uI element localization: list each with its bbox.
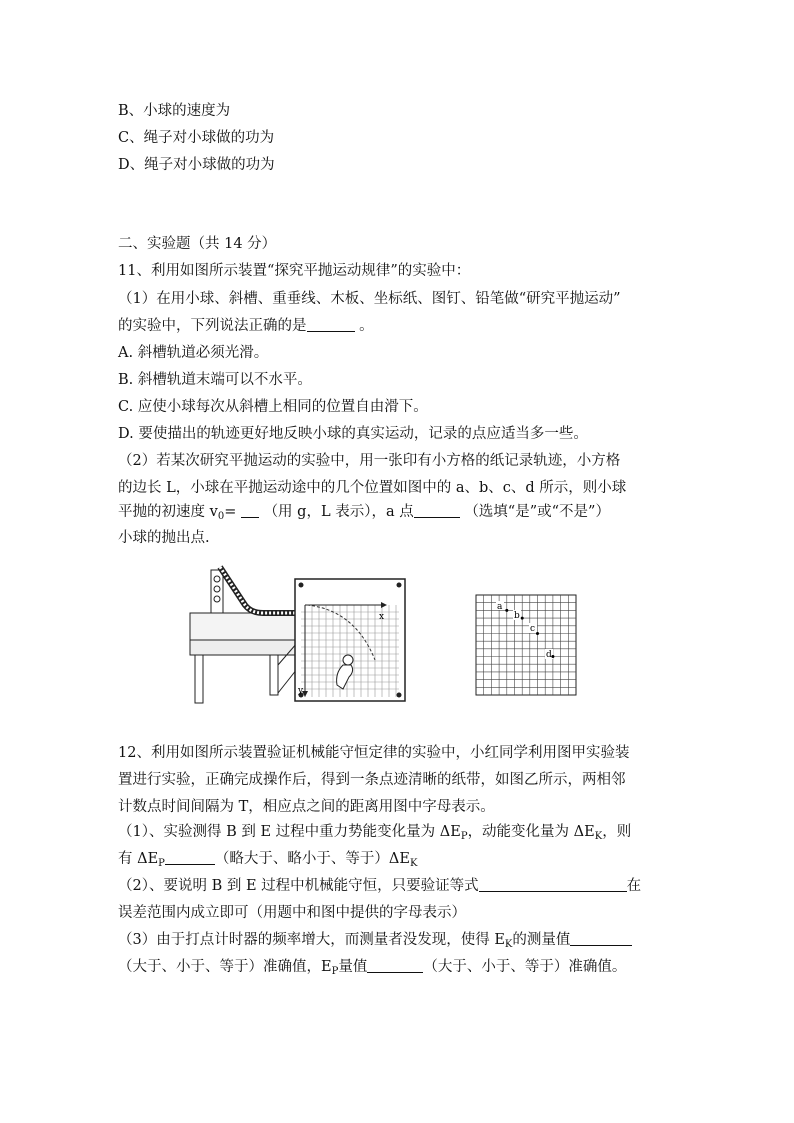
q12-part1l2-text: 有 ΔE: [118, 851, 159, 867]
ek-subscript: K: [504, 939, 513, 950]
q12-part3l2-text: （大于、小于、等于）准确值，E: [118, 959, 332, 975]
q12-part3-text2: 的测量值: [512, 932, 571, 948]
q12-part2-text: （2）、要说明 B 到 E 过程中机械能守恒，只要验证等式: [118, 878, 479, 894]
q12-part1-text: （1）、实验测得 B 到 E 过程中重力势能变化量为 ΔE: [118, 824, 461, 840]
q12-part1-text2: ，动能变化量为 ΔE: [467, 824, 595, 840]
option-d-prev: D、绳子对小球做的功为: [118, 157, 275, 173]
q12-part1l2-text2: （略大于、略小于、等于）ΔE: [214, 851, 410, 867]
q12-part2-line1: [118, 876, 641, 896]
apparatus-figure: [185, 565, 415, 705]
q11-part1-text: 的实验中，下列说法正确的是: [118, 318, 307, 334]
q12-line3: 计数点时间间隔为 T，相应点之间的距离用图中字母表示。: [118, 799, 495, 815]
q12-part3-line1: [118, 930, 632, 955]
point-c-label: c: [530, 624, 536, 634]
q12-part1-line1: [118, 822, 631, 847]
v0-subscript: 0: [217, 511, 225, 522]
answer-blank[interactable]: [307, 317, 355, 332]
point-c: [536, 632, 539, 635]
answer-blank[interactable]: [241, 503, 259, 518]
ep-subscript: P: [158, 858, 165, 869]
point-d-label: d: [546, 650, 552, 660]
answer-blank[interactable]: [479, 877, 627, 892]
q11-part2-line2: 的边长 L，小球在平抛运动途中的几个位置如图中的 a、b、c、d 所示，则小球: [118, 480, 627, 496]
v0-text: 平抛的初速度 v: [118, 504, 218, 520]
q11-option-d: D. 要使描出的轨迹更好地反映小球的真实运动，记录的点应适当多一些。: [118, 426, 588, 442]
q11-option-a: A. 斜槽轨道必须光滑。: [118, 345, 269, 361]
ep-subscript: P: [331, 966, 339, 977]
q12-part3-text: （3）由于打点计时器的频率增大，而测量者没发现，使得 E: [118, 932, 505, 948]
option-b-prev: B、小球的速度为: [118, 103, 231, 119]
answer-blank[interactable]: [367, 958, 423, 973]
q11-part2-line3: [118, 502, 610, 527]
section-heading: 二、实验题（共 14 分）: [118, 236, 277, 252]
q11-part1-line2: [118, 316, 374, 336]
q11-part2-mid: （用 g，L 表示），a 点: [263, 504, 414, 520]
period: 。: [359, 318, 374, 334]
ek-subscript: K: [409, 858, 418, 869]
q12-part3l2-text2: 量值: [338, 959, 368, 975]
q11-option-c: C. 应使小球每次从斜槽上相同的位置自由滑下。: [118, 399, 428, 415]
q11-part2-line4: 小球的抛出点.: [118, 530, 210, 546]
q12-part1-line2: [118, 849, 417, 874]
q11-part1-line1: （1）在用小球、斜槽、重垂线、木板、坐标纸、图钉、铅笔做“研究平抛运动”: [118, 291, 621, 307]
point-b-label: b: [514, 611, 520, 621]
ep-subscript: P: [460, 831, 468, 842]
answer-blank[interactable]: [165, 850, 215, 865]
q12-line1: 12、利用如图所示装置验证机械能守恒定律的实验中，小红同学利用图甲实验装: [118, 745, 630, 761]
answer-blank[interactable]: [570, 931, 632, 946]
q12-part2-text2: 在: [626, 878, 642, 894]
q12-part1-text3: ，则: [602, 824, 632, 840]
option-c-prev: C、绳子对小球做的功为: [118, 130, 275, 146]
point-b: [521, 617, 524, 620]
q12-line2: 置进行实验，正确完成操作后，得到一条点迹清晰的纸带，如图乙所示，两相邻: [118, 772, 626, 788]
y-axis-label: y: [298, 686, 304, 696]
equals: =: [224, 504, 237, 520]
q11-part2-line1: （2）若某次研究平抛运动的实验中，用一张印有小方格的纸记录轨迹，小方格: [118, 453, 621, 469]
q11-stem: 11、利用如图所示装置“探究平抛运动规律”的实验中：: [118, 263, 471, 279]
q12-part2-line2: 误差范围内成立即可（用题中和图中提供的字母表示）: [118, 905, 466, 921]
q11-part2-choice: （选填“是”或“不是”）: [464, 504, 610, 520]
point-d: [551, 655, 554, 658]
q12-part3-line2: [118, 957, 626, 982]
q12-part3l2-text3: （大于、小于、等于）准确值。: [423, 959, 627, 975]
x-axis-label: x: [379, 612, 385, 622]
point-a-label: a: [497, 602, 503, 612]
answer-blank[interactable]: [414, 503, 460, 518]
point-a: [505, 609, 508, 612]
q11-option-b: B. 斜槽轨道末端可以不水平。: [118, 372, 312, 388]
trajectory-grid-figure: [476, 595, 578, 697]
ek-subscript: K: [594, 831, 603, 842]
